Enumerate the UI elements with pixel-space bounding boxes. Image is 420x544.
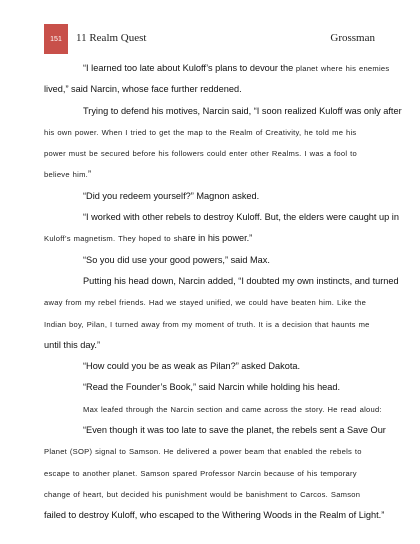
text-run: away from my rebel friends. Had we stayed unified, we could have beaten him. Like the (44, 298, 367, 308)
page-body-text (44, 58, 402, 527)
text-run: Planet (SOP) signal to Samson. He delivered a power beam that enabled the rebels to (44, 447, 362, 457)
text-line (44, 101, 402, 122)
text-run: “So you did use your good powers,” said Max. (83, 254, 270, 265)
text-line (44, 250, 377, 271)
text-line (44, 271, 399, 292)
text-run: failed to destroy Kuloff, who escaped to the Withering Woods in the Realm of Light.” (44, 510, 385, 521)
text-line (44, 207, 399, 228)
text-line (44, 58, 390, 79)
text-run: “Read the Founder’s Book,” said Narcin while holding his head. (83, 382, 341, 393)
text-run: Max leafed through the Narcin section and came across the story. He read aloud: (83, 404, 382, 414)
text-line (44, 505, 385, 526)
text-line (44, 441, 377, 462)
text-run: change of heart, but decided his punishment would be banishment to Carcos. Samson (44, 489, 361, 499)
text-run: “I worked with other rebels to destroy Kuloff. But, the elders were caught up in (83, 212, 399, 223)
text-run: Kuloff’s magnetism. They hoped to sh (44, 234, 183, 244)
page-header (0, 20, 420, 50)
text-line (44, 292, 377, 313)
text-run: are in his power.” (182, 233, 253, 244)
text-run: Trying to defend his motives, Narcin said, “I soon realized Kuloff was only after (83, 105, 402, 116)
text-line (44, 484, 377, 505)
text-line (44, 420, 386, 441)
author-name: Grossman (330, 32, 375, 44)
text-line (44, 314, 377, 335)
text-run: escape to another planet. Samson spared Professor Narcin because of his temporary (44, 468, 357, 478)
text-line (44, 228, 377, 249)
page-number-badge: 151 (44, 24, 68, 54)
text-run: “Even though it was too late to save the planet, the rebels sent a Save Our (83, 425, 386, 436)
text-line (44, 143, 377, 164)
text-line (44, 164, 377, 185)
text-run: “Did you redeem yourself?” Magnon asked. (83, 190, 260, 201)
text-run: until this day.” (44, 339, 100, 350)
text-line (44, 356, 377, 377)
text-run: Indian boy, Pilan, I turned away from my moment of truth. It is a decision that haunts me (44, 319, 370, 329)
text-run: Putting his head down, Narcin added, “I doubted my own instincts, and turned (83, 275, 399, 286)
text-line (44, 463, 377, 484)
text-line (44, 399, 382, 420)
text-line (44, 122, 377, 143)
text-run: ” (88, 169, 92, 180)
text-run: planet where his enemies (295, 64, 390, 73)
book-title: 11 Realm Quest (76, 32, 147, 44)
text-line (44, 79, 377, 100)
text-run: “I learned too late about Kuloff’s plans to devour the (83, 63, 296, 73)
text-line (44, 377, 377, 398)
text-line (44, 335, 377, 356)
text-run: his own power. When I tried to get the map to the Realm of Creativity, he told me his (44, 127, 357, 137)
text-run: “How could you be as weak as Pilan?” asked Dakota. (83, 361, 301, 372)
text-run: lived,” said Narcin, whose face further reddened. (44, 84, 242, 95)
text-line (44, 186, 377, 207)
text-run: believe him. (44, 170, 89, 180)
text-run: power must be secured before his followers could enter other Realms. I was a fool to (44, 149, 357, 159)
